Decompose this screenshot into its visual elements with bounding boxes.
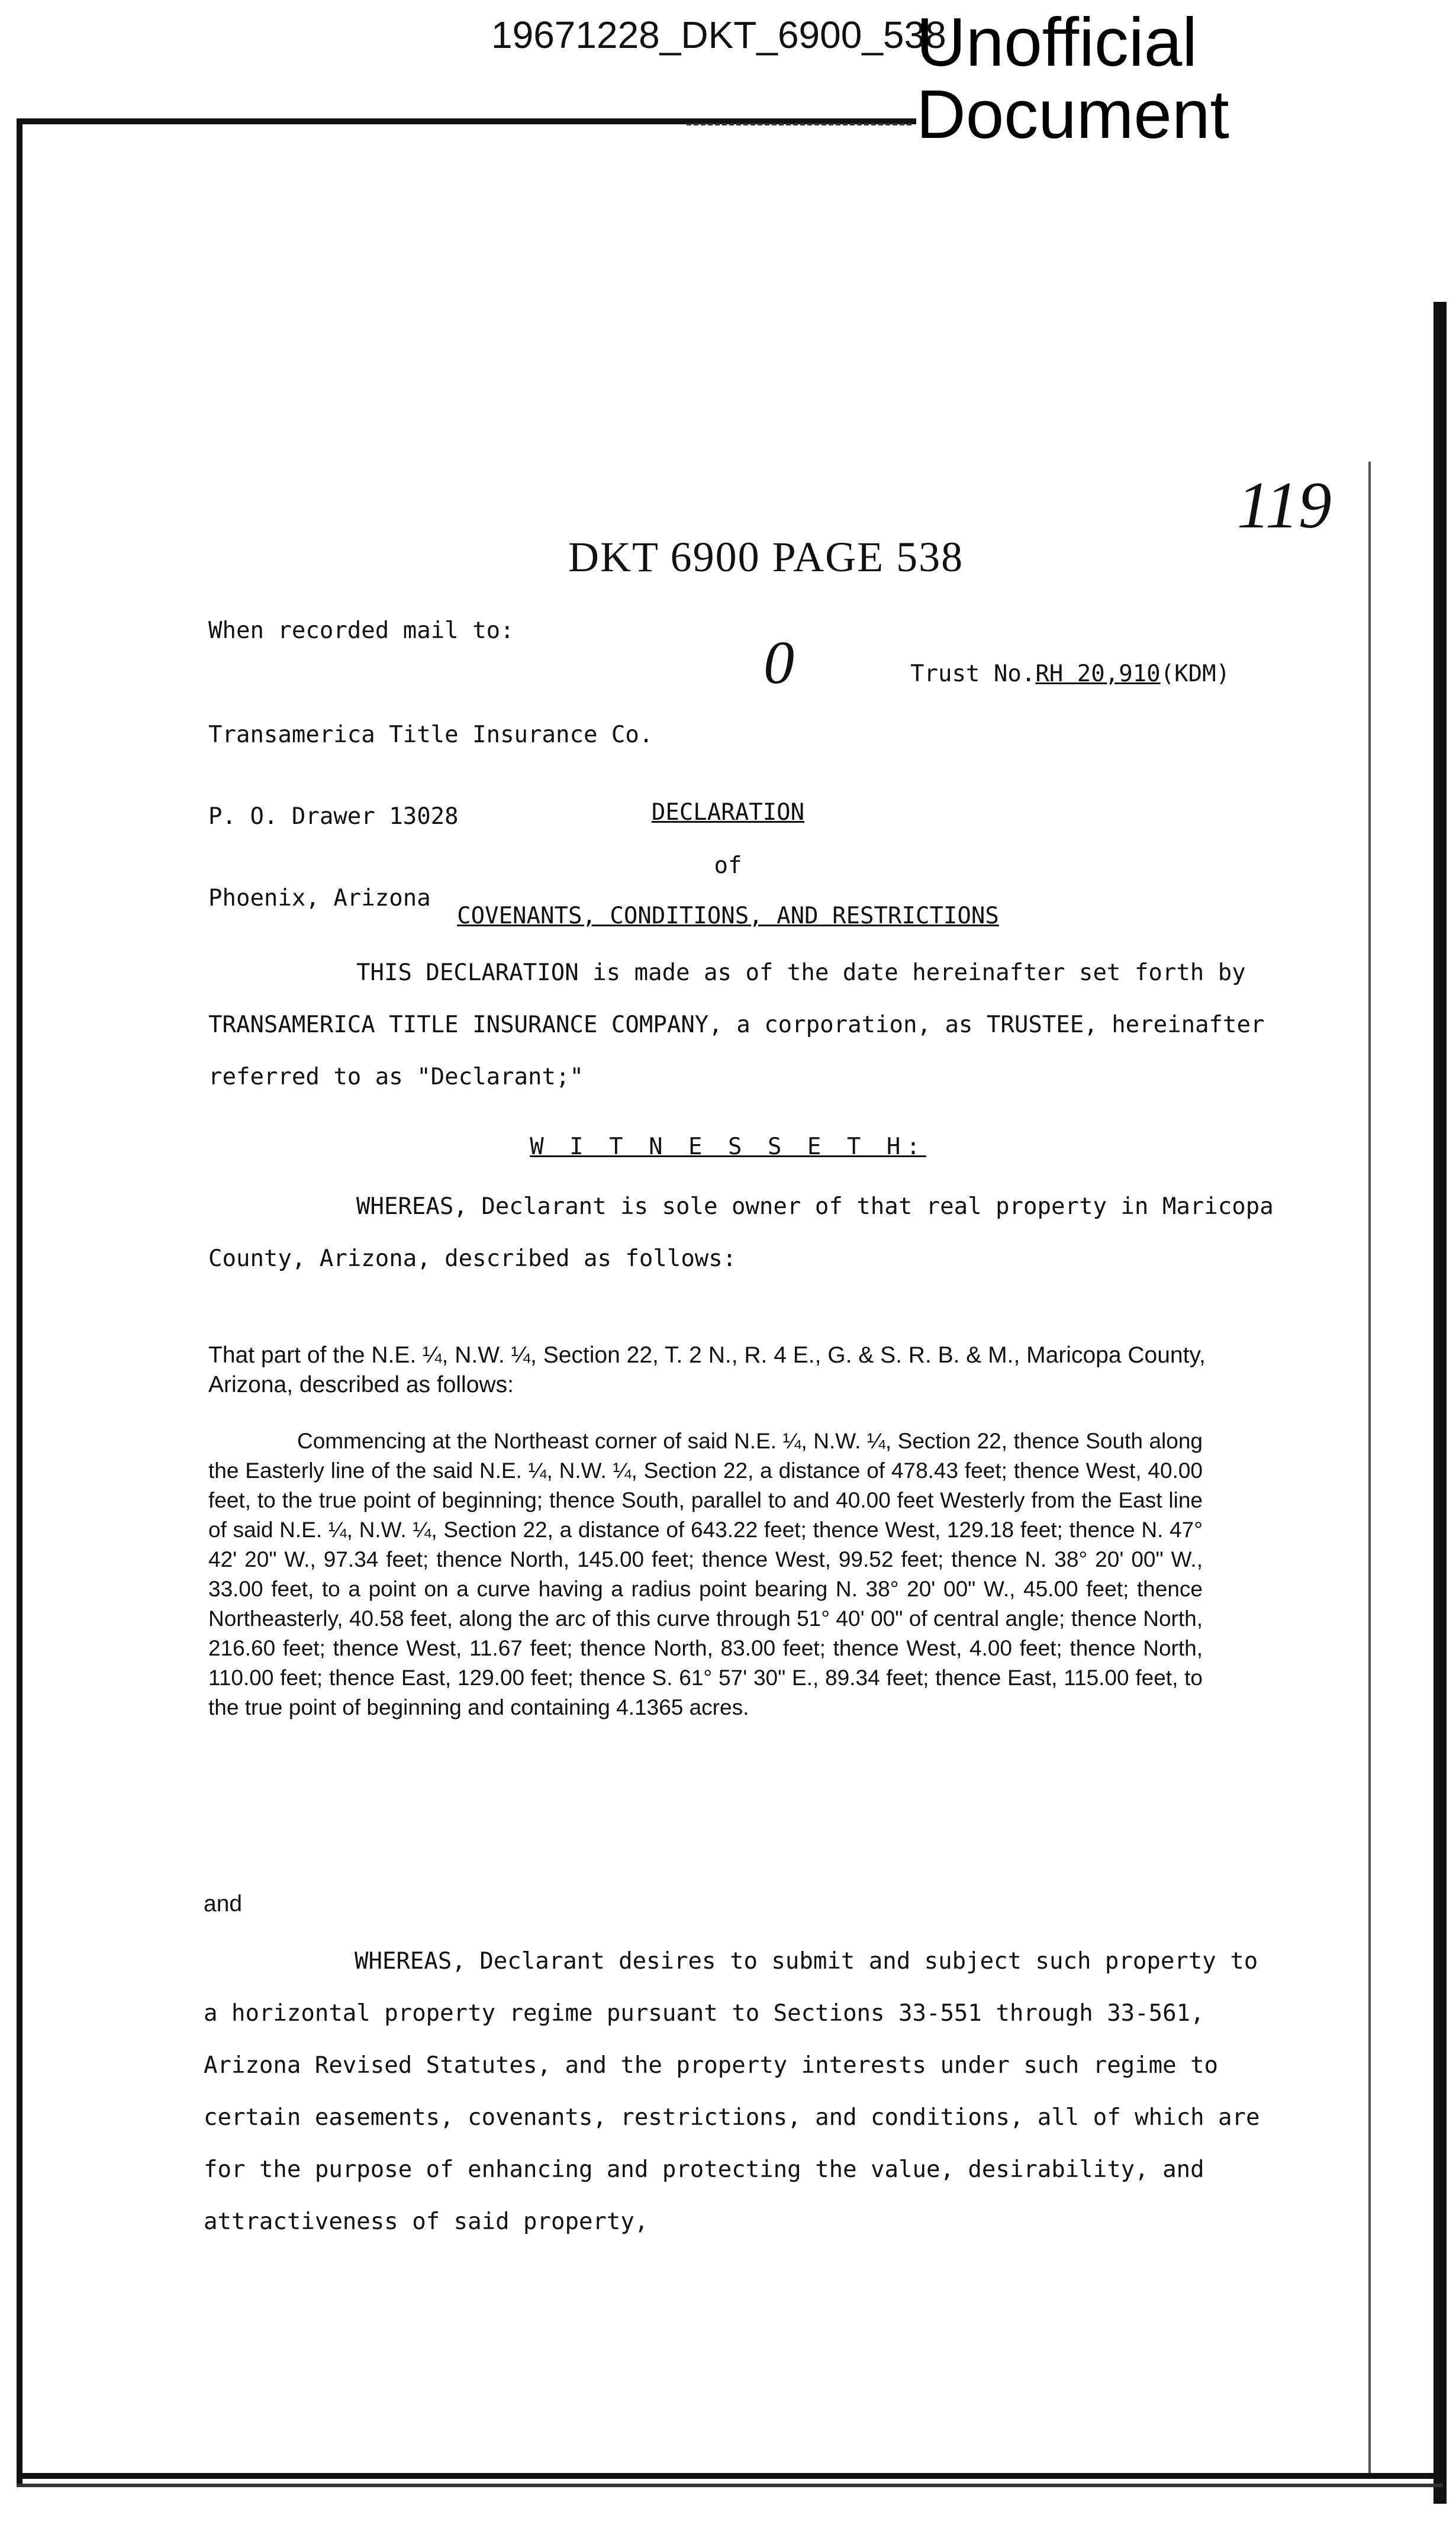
trust-number	[910, 661, 1230, 688]
scan-border-bottom	[17, 2473, 1443, 2479]
scan-border-left	[17, 118, 22, 2486]
witnesseth-heading	[0, 1133, 1456, 1160]
document-title	[0, 799, 1456, 826]
handwritten-page-number: 119	[1237, 469, 1332, 542]
scan-border-right-inner	[1368, 462, 1371, 2474]
handwritten-mark: 0	[764, 629, 794, 697]
scan-border-top-dashed	[687, 123, 911, 125]
document-subtitle	[0, 903, 1456, 929]
recorded-mail-label: When recorded mail to:	[208, 617, 514, 644]
title-line-covenants: COVENANTS, CONDITIONS, AND RESTRICTIONS	[457, 903, 999, 929]
watermark-label-text: Unofficial Document	[916, 4, 1229, 153]
address-line: Transamerica Title Insurance Co.	[208, 722, 653, 748]
title-line-of: of	[714, 852, 742, 879]
document-id: 19671228_DKT_6900_538	[491, 14, 946, 56]
legal-description-body: Commencing at the Northeast corner of said N.E. ¼, N.W. ¼, Section 22, thence South along the Easterly line of the said N.E. ¼, N.W. ¼, Section 22, a distance of 478.43 feet; thence West, 40.00 feet, to the true point of beginning; thence South, parallel to and 40.00 feet Westerly from the East line of said N.E. ¼, N.W. ¼, Section 22, a distance of 643.22 feet; thence West, 129.18 feet; thence N. 47° 42' 20" W., 97.34 feet; thence North, 145.00 feet; thence West, 99.52 feet; thence N. 38° 20' 00" W., 33.00 feet, to a point on a curve having a radius point bearing N. 38° 20' 00" W., 45.00 feet; thence Northeasterly, 40.58 feet, along the arc of this curve through 51° 40' 00" of central angle; thence North, 216.60 feet; thence West, 11.67 feet; thence North, 83.00 feet; thence West, 4.00 feet; thence North, 110.00 feet; thence East, 129.00 feet; thence S. 61° 57' 30" E., 89.34 feet; thence East, 115.00 feet, to the true point of beginning and containing 4.1365 acres.	[208, 1429, 1203, 1719]
address-line: P. O. Drawer 13028	[208, 803, 459, 830]
witnesseth-text: W I T N E S S E T H:	[530, 1133, 926, 1160]
trust-number-value: RH 20,910	[1035, 661, 1161, 687]
scan-border-bottom-inner	[17, 2484, 1443, 2487]
address-line: Phoenix, Arizona	[208, 885, 431, 912]
trust-suffix: (KDM)	[1160, 661, 1230, 687]
paragraph-declaration: THIS DECLARATION is made as of the date hereinafter set forth by TRANSAMERICA TITLE INSURANCE COMPANY, a corporation, as TRUSTEE, hereinafter referred to as "Declarant;"	[208, 959, 1265, 1090]
connector-and: and	[204, 1891, 243, 1917]
trust-prefix: Trust No.	[910, 661, 1036, 687]
paragraph-whereas-owner: WHEREAS, Declarant is sole owner of that real property in Maricopa County, Arizona, described as follows:	[208, 1193, 1274, 1272]
legal-description-intro: That part of the N.E. ¼, N.W. ¼, Section 22, T. 2 N., R. 4 E., G. & S. R. B. & M., Maricopa County, Arizona, described as follows:	[208, 1342, 1206, 1397]
unofficial-watermark	[916, 4, 1271, 153]
scan-border-right	[1434, 302, 1447, 2504]
title-line-declaration: DECLARATION	[651, 799, 805, 826]
docket-stamp: DKT 6900 PAGE 538	[568, 533, 964, 581]
paragraph-whereas-regime: WHEREAS, Declarant desires to submit and subject such property to a horizontal property regime pursuant to Sections 33-551 through 33-561, Arizona Revised Statutes, and the property interests under such regime to certain easements, covenants, restrictions, and conditions, all of which are for the purpose of enhancing and protecting the value, desirability, and attractiveness of said property,	[204, 1948, 1260, 2235]
